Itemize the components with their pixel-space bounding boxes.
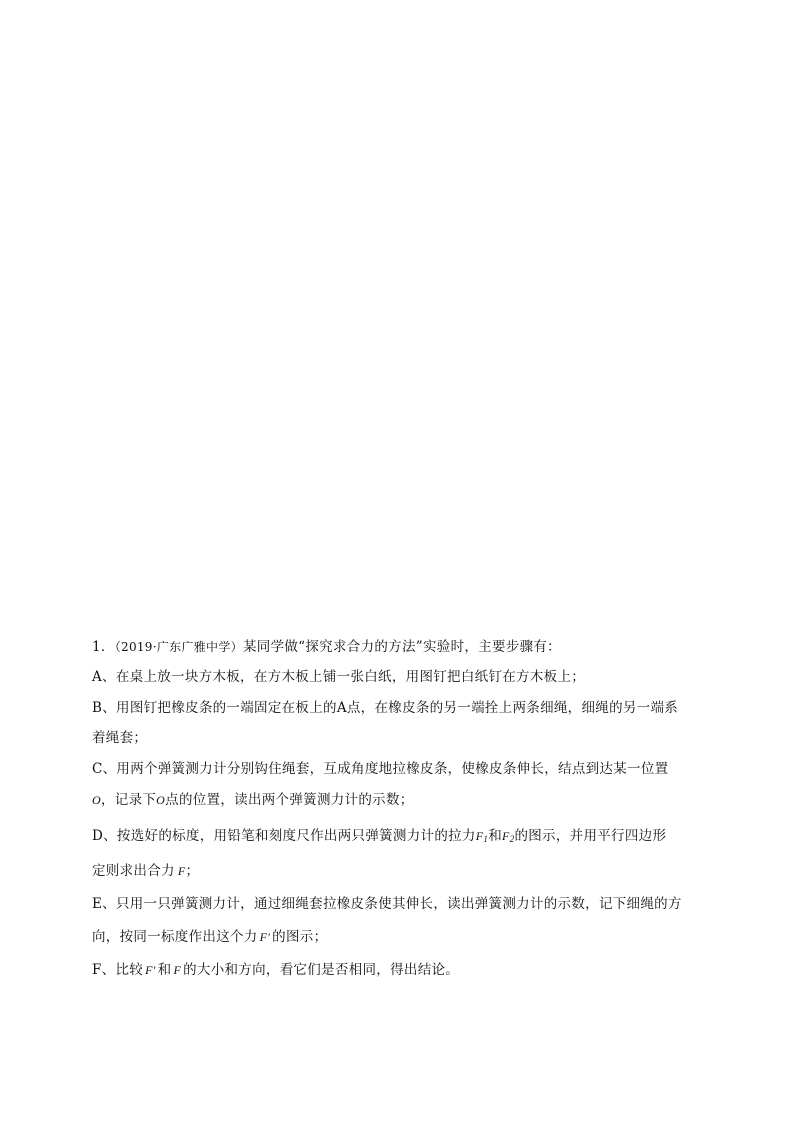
question-source: （2019·广东广雅中学）: [114, 640, 243, 654]
question-header: [92, 638, 561, 656]
question-number: 1．: [92, 639, 115, 655]
step-c-text-2b: 点的位置，读出两个弹簧测力计的示数；: [165, 792, 414, 808]
point-o-symbol: O: [92, 793, 101, 807]
step-e-text-2a: 向，按同一标度作出这个力: [92, 929, 258, 945]
question-stem: 某同学做“探究求合力的方法”实验时，主要步骤有：: [242, 639, 561, 655]
step-b-text-2: 着绳套；: [92, 730, 148, 746]
step-d-line1: [92, 827, 666, 848]
step-c-line1: [92, 760, 668, 778]
step-f-and: 和: [157, 962, 172, 978]
step-e-text-2b: 的图示；: [272, 929, 328, 945]
step-a: [92, 668, 585, 686]
step-e-line1: [92, 895, 682, 913]
step-f: [92, 961, 459, 979]
step-b-line2: [92, 729, 147, 747]
step-e-line2: [92, 928, 327, 946]
compare-force-2: F: [173, 963, 182, 977]
step-b-text-1: B、用图钉把橡皮条的一端固定在板上的A点，在橡皮条的另一端拴上两条细绳，细绳的另一端系: [92, 700, 679, 716]
single-force-symbol: F′: [259, 930, 271, 944]
step-c-line2: [92, 791, 414, 809]
step-f-text-a: F、比较: [92, 962, 144, 978]
step-d-text-1b: 的图示，并用平行四边形: [514, 828, 667, 844]
step-d-line2: [92, 862, 199, 880]
step-e-text-1: E、只用一只弹簧测力计，通过细绳套拉橡皮条使其伸长，读出弹簧测力计的示数，记下细绳的方: [92, 896, 682, 912]
step-b-line1: [92, 699, 678, 717]
step-c-text-2a: ，记录下: [100, 792, 157, 808]
force-f2-subscript: 2: [509, 834, 515, 844]
point-o-symbol-2: O: [156, 793, 166, 807]
step-c-text-1: C、用两个弹簧测力计分别钩住绳套，互成角度地拉橡皮条，使橡皮条伸长，结点到达某一位置: [92, 761, 669, 777]
force-f2-symbol: F: [502, 829, 510, 843]
compare-force-1: F′: [145, 963, 156, 977]
step-a-text: A、在桌上放一块方木板，在方木板上铺一张白纸，用图钉把白纸钉在方木板上；: [92, 669, 586, 685]
force-f1-subscript: 1: [483, 834, 489, 844]
resultant-force-symbol: F: [177, 864, 186, 878]
step-d-text-1a: D、按选好的标度，用铅笔和刻度尺作出两只弹簧测力计的拉力: [92, 828, 476, 844]
step-d-and: 和: [488, 828, 502, 844]
step-d-end: ；: [185, 863, 200, 879]
force-f1-symbol: F: [475, 829, 484, 843]
step-d-text-2: 定则求出合力: [92, 863, 175, 879]
step-f-text-b: 的大小和方向，看它们是否相同，得出结论。: [183, 962, 460, 978]
